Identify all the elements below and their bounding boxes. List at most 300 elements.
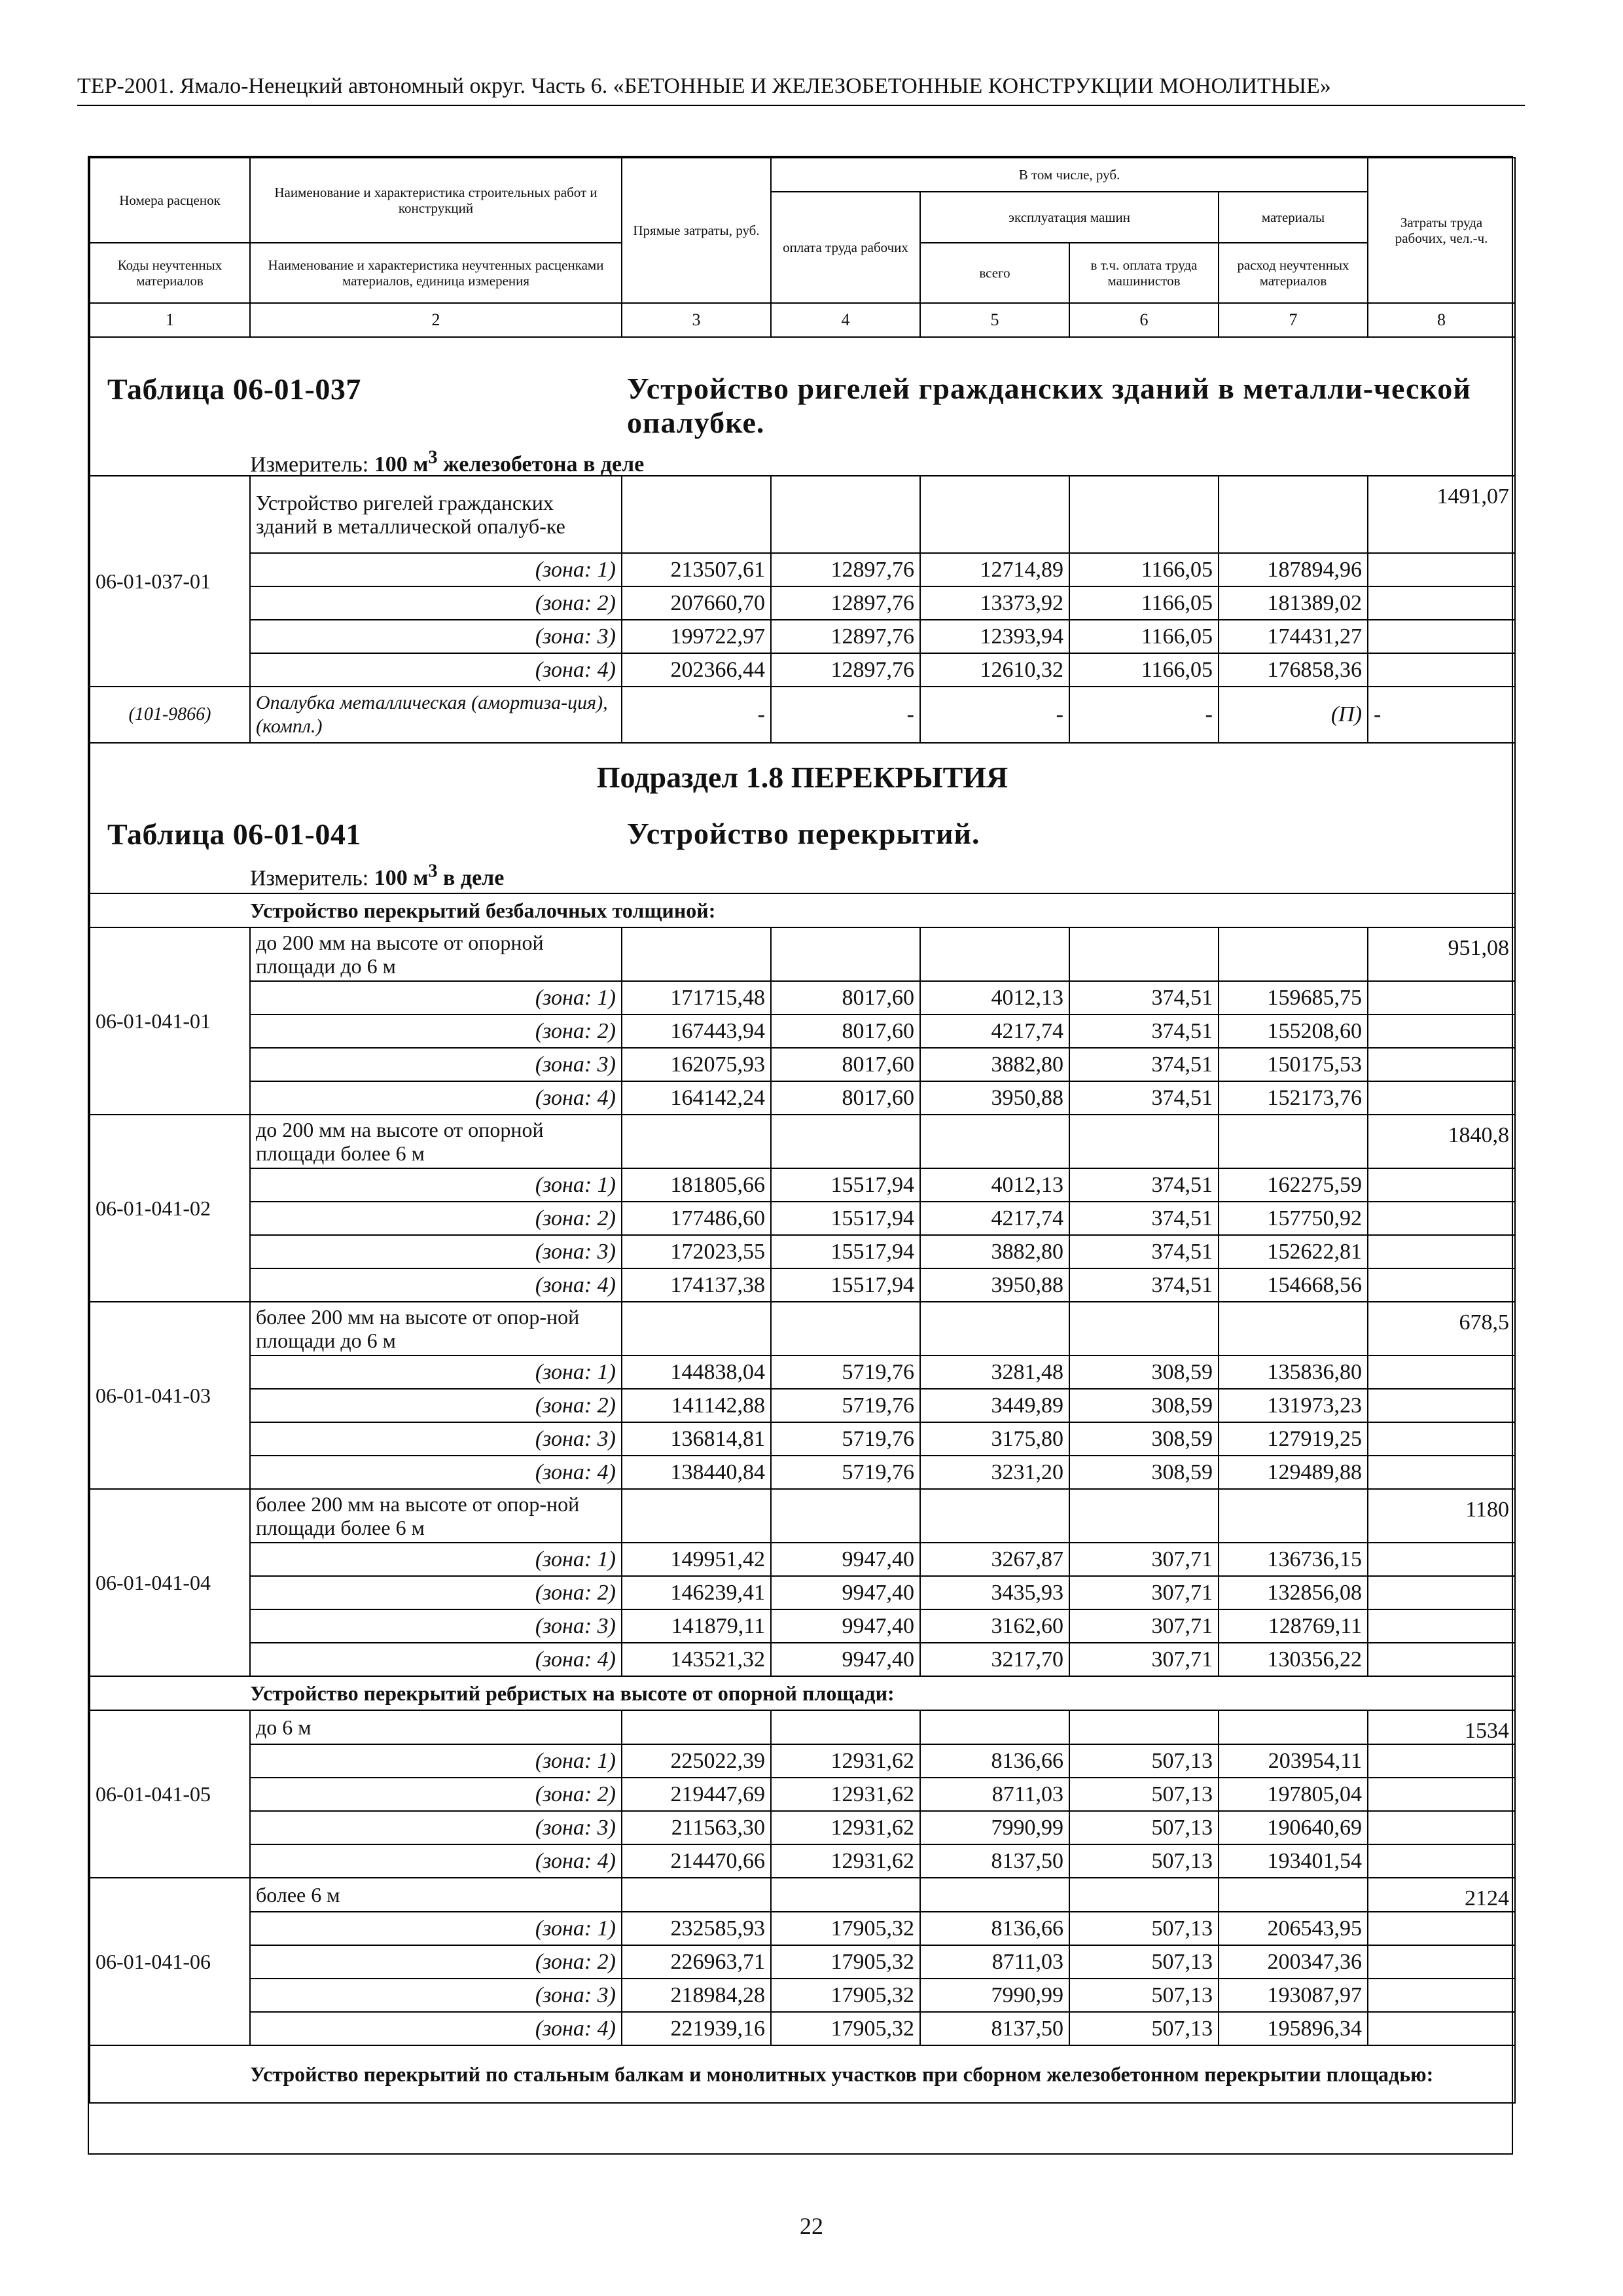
labor-pay: 17905,32 bbox=[771, 1979, 920, 2012]
empty-cell bbox=[622, 1489, 771, 1543]
material-cost: 162275,59 bbox=[1219, 1168, 1368, 1202]
machinist-pay: 507,13 bbox=[1069, 1912, 1219, 1945]
table-041-description: Устройство перекрытий. bbox=[627, 817, 980, 850]
empty-cell bbox=[920, 476, 1069, 553]
direct-cost: 174137,38 bbox=[622, 1268, 771, 1302]
labor-pay: 8017,60 bbox=[771, 1048, 920, 1081]
labor-pay: 12897,76 bbox=[771, 586, 920, 620]
machine-cost: 8137,50 bbox=[920, 1844, 1069, 1878]
zone-row bbox=[90, 620, 1515, 653]
zone-row bbox=[90, 553, 1515, 586]
labor-pay: 17905,32 bbox=[771, 1945, 920, 1979]
direct-cost: 202366,44 bbox=[622, 653, 771, 687]
direct-cost: 143521,32 bbox=[622, 1643, 771, 1676]
machinist-pay: 374,51 bbox=[1069, 1048, 1219, 1081]
labor-pay: 15517,94 bbox=[771, 1202, 920, 1235]
machine-cost: 4012,13 bbox=[920, 981, 1069, 1014]
machinist-pay: 507,13 bbox=[1069, 1979, 1219, 2012]
direct-cost: 172023,55 bbox=[622, 1235, 771, 1268]
machine-cost: 8136,66 bbox=[920, 1744, 1069, 1778]
labor-value: 2124 bbox=[1368, 1878, 1515, 1912]
zone-label: (зона: 3) bbox=[250, 1235, 622, 1268]
col-num: 2 bbox=[250, 303, 622, 337]
col-num: 6 bbox=[1069, 303, 1219, 337]
machine-cost: 12393,94 bbox=[920, 620, 1069, 653]
col-head-machines: эксплуатация машин bbox=[920, 192, 1219, 243]
empty-cell bbox=[1219, 1489, 1368, 1543]
rate-name: более 6 м bbox=[250, 1878, 622, 1912]
zone-row bbox=[90, 1168, 1515, 1202]
empty-cell bbox=[1219, 1115, 1368, 1168]
material-cost: 150175,53 bbox=[1219, 1048, 1368, 1081]
empty-cell bbox=[1219, 1710, 1368, 1744]
machine-cost: 3950,88 bbox=[920, 1081, 1069, 1115]
direct-cost: 164142,24 bbox=[622, 1081, 771, 1115]
machine-cost: 8137,50 bbox=[920, 2012, 1069, 2045]
empty-cell bbox=[1219, 1302, 1368, 1355]
material-cost: 197805,04 bbox=[1219, 1778, 1368, 1811]
empty-cell bbox=[771, 1115, 920, 1168]
machine-cost: 7990,99 bbox=[920, 1811, 1069, 1844]
empty-cell bbox=[1368, 1014, 1515, 1048]
direct-cost: 146239,41 bbox=[622, 1576, 771, 1609]
zone-row bbox=[90, 653, 1515, 687]
rate-name: до 200 мм на высоте от опорной площади до 6 м bbox=[250, 927, 622, 981]
rate-row bbox=[90, 1489, 1515, 1543]
zone-label: (зона: 4) bbox=[250, 1643, 622, 1676]
zone-label: (зона: 2) bbox=[250, 1014, 622, 1048]
direct-cost: 207660,70 bbox=[622, 586, 771, 620]
machinist-pay: 507,13 bbox=[1069, 1744, 1219, 1778]
zone-label: (зона: 4) bbox=[250, 1081, 622, 1115]
labor-pay: 12931,62 bbox=[771, 1744, 920, 1778]
machine-cost: 3267,87 bbox=[920, 1543, 1069, 1576]
machinist-pay: 1166,05 bbox=[1069, 586, 1219, 620]
zone-row bbox=[90, 1422, 1515, 1456]
zone-row bbox=[90, 1081, 1515, 1115]
empty-cell bbox=[771, 1710, 920, 1744]
machinist-pay: 374,51 bbox=[1069, 1202, 1219, 1235]
machinist-pay: 374,51 bbox=[1069, 1081, 1219, 1115]
direct-cost: 141142,88 bbox=[622, 1389, 771, 1422]
empty-cell bbox=[1368, 1744, 1515, 1778]
empty-cell bbox=[1368, 1355, 1515, 1389]
material-labor: - bbox=[1368, 687, 1515, 743]
material-cost: 193401,54 bbox=[1219, 1844, 1368, 1878]
material-row bbox=[90, 687, 1515, 743]
empty-cell bbox=[1368, 1235, 1515, 1268]
empty-cell bbox=[920, 1878, 1069, 1912]
empty-cell bbox=[622, 1878, 771, 1912]
empty-cell bbox=[920, 1489, 1069, 1543]
zone-label: (зона: 2) bbox=[250, 1576, 622, 1609]
machine-cost: 3281,48 bbox=[920, 1355, 1069, 1389]
zone-label: (зона: 4) bbox=[250, 1268, 622, 1302]
rate-code: 06-01-041-06 bbox=[90, 1878, 250, 2045]
machine-cost: 4012,13 bbox=[920, 1168, 1069, 1202]
direct-cost: 219447,69 bbox=[622, 1778, 771, 1811]
zone-label: (зона: 2) bbox=[250, 1202, 622, 1235]
labor-pay: 12897,76 bbox=[771, 620, 920, 653]
zone-label: (зона: 3) bbox=[250, 1422, 622, 1456]
machine-cost: 3162,60 bbox=[920, 1609, 1069, 1643]
machinist-pay: 308,59 bbox=[1069, 1456, 1219, 1489]
empty-cell bbox=[1368, 1643, 1515, 1676]
direct-cost: 232585,93 bbox=[622, 1912, 771, 1945]
empty-cell bbox=[622, 1710, 771, 1744]
direct-cost: 226963,71 bbox=[622, 1945, 771, 1979]
material-cost: 176858,36 bbox=[1219, 653, 1368, 687]
material-cost: 154668,56 bbox=[1219, 1268, 1368, 1302]
empty-cell bbox=[1368, 653, 1515, 687]
machine-cost: 8711,03 bbox=[920, 1778, 1069, 1811]
col-head-materials: материалы bbox=[1219, 192, 1368, 243]
group-heading-row bbox=[90, 893, 1515, 927]
direct-cost: 177486,60 bbox=[622, 1202, 771, 1235]
table-037-description: Устройство ригелей гражданских зданий в металли-ческой опалубке. bbox=[627, 372, 1471, 439]
machinist-pay: 507,13 bbox=[1069, 1811, 1219, 1844]
direct-cost: 181805,66 bbox=[622, 1168, 771, 1202]
zone-row bbox=[90, 1268, 1515, 1302]
col-head-name-top: Наименование и характеристика строительных работ и конструкций bbox=[250, 158, 622, 243]
direct-cost: 213507,61 bbox=[622, 553, 771, 586]
machinist-pay: 1166,05 bbox=[1069, 553, 1219, 586]
machinist-pay: 507,13 bbox=[1069, 1778, 1219, 1811]
group-heading-row bbox=[90, 2045, 1515, 2103]
material-direct: - bbox=[622, 687, 771, 743]
empty-cell bbox=[1219, 1878, 1368, 1912]
col-head-labor: Затраты труда рабочих, чел.-ч. bbox=[1368, 158, 1515, 303]
material-flag: (П) bbox=[1219, 687, 1368, 743]
material-name: Опалубка металлическая (амортиза-ция), (компл.) bbox=[250, 687, 622, 743]
empty-cell bbox=[1069, 476, 1219, 553]
empty-cell bbox=[1069, 927, 1219, 981]
direct-cost: 162075,93 bbox=[622, 1048, 771, 1081]
zone-row bbox=[90, 1355, 1515, 1389]
machinist-pay: 307,71 bbox=[1069, 1609, 1219, 1643]
empty-cell bbox=[920, 1302, 1069, 1355]
material-cost: 200347,36 bbox=[1219, 1945, 1368, 1979]
machinist-pay: 307,71 bbox=[1069, 1543, 1219, 1576]
zone-row bbox=[90, 1235, 1515, 1268]
machinist-pay: 308,59 bbox=[1069, 1422, 1219, 1456]
labor-value: 678,5 bbox=[1368, 1302, 1515, 1355]
labor-pay: 8017,60 bbox=[771, 981, 920, 1014]
col-num: 7 bbox=[1219, 303, 1368, 337]
rate-name: до 200 мм на высоте от опорной площади более 6 м bbox=[250, 1115, 622, 1168]
labor-pay: 17905,32 bbox=[771, 1912, 920, 1945]
machinist-pay: 1166,05 bbox=[1069, 653, 1219, 687]
labor-pay: 5719,76 bbox=[771, 1355, 920, 1389]
empty-cell bbox=[1069, 1489, 1219, 1543]
empty-cell bbox=[920, 1115, 1069, 1168]
group-heading: Устройство перекрытий безбалочных толщиной: bbox=[90, 893, 1515, 927]
labor-pay: 12931,62 bbox=[771, 1778, 920, 1811]
rate-row bbox=[90, 1878, 1515, 1912]
col-head-mach-total: всего bbox=[920, 243, 1069, 303]
machinist-pay: 307,71 bbox=[1069, 1643, 1219, 1676]
material-cost: 131973,23 bbox=[1219, 1389, 1368, 1422]
direct-cost: 225022,39 bbox=[622, 1744, 771, 1778]
material-cost: 206543,95 bbox=[1219, 1912, 1368, 1945]
empty-cell bbox=[1069, 1115, 1219, 1168]
material-cost: 190640,69 bbox=[1219, 1811, 1368, 1844]
empty-cell bbox=[771, 1878, 920, 1912]
material-cost: 181389,02 bbox=[1219, 586, 1368, 620]
zone-row bbox=[90, 1778, 1515, 1811]
zone-row bbox=[90, 1811, 1515, 1844]
labor-value: 1491,07 bbox=[1368, 476, 1515, 553]
direct-cost: 149951,42 bbox=[622, 1543, 771, 1576]
col-num: 1 bbox=[90, 303, 250, 337]
empty-cell bbox=[1368, 1609, 1515, 1643]
col-head-pay: оплата труда рабочих bbox=[771, 192, 920, 303]
zone-label: (зона: 1) bbox=[250, 1543, 622, 1576]
machine-cost: 3882,80 bbox=[920, 1235, 1069, 1268]
col-head-mach-pay: в т.ч. оплата труда машинистов bbox=[1069, 243, 1219, 303]
labor-value: 1180 bbox=[1368, 1489, 1515, 1543]
material-cost: 187894,96 bbox=[1219, 553, 1368, 586]
direct-cost: 214470,66 bbox=[622, 1844, 771, 1878]
empty-cell bbox=[1368, 1543, 1515, 1576]
col-head-incl: В том числе, руб. bbox=[771, 158, 1368, 192]
empty-cell bbox=[1368, 1844, 1515, 1878]
zone-row bbox=[90, 1048, 1515, 1081]
direct-cost: 171715,48 bbox=[622, 981, 771, 1014]
material-cost: 136736,15 bbox=[1219, 1543, 1368, 1576]
labor-pay: 9947,40 bbox=[771, 1543, 920, 1576]
table-037-unit: Измеритель: 100 $м^3$ железобетона в деле bbox=[250, 448, 645, 477]
zone-label: (зона: 2) bbox=[250, 1945, 622, 1979]
labor-pay: 5719,76 bbox=[771, 1389, 920, 1422]
col-head-mat-use: расход неучтенных материалов bbox=[1219, 243, 1368, 303]
empty-cell bbox=[622, 927, 771, 981]
labor-pay: 8017,60 bbox=[771, 1014, 920, 1048]
material-mach: - bbox=[920, 687, 1069, 743]
zone-row bbox=[90, 1389, 1515, 1422]
empty-cell bbox=[1069, 1710, 1219, 1744]
direct-cost: 199722,97 bbox=[622, 620, 771, 653]
zone-label: (зона: 1) bbox=[250, 553, 622, 586]
rate-row bbox=[90, 1710, 1515, 1744]
material-code: (101-9866) bbox=[90, 687, 250, 743]
empty-cell bbox=[1368, 1048, 1515, 1081]
subsection-title: Подраздел 1.8 ПЕРЕКРЫТИЯ bbox=[596, 761, 1008, 794]
zone-label: (зона: 1) bbox=[250, 981, 622, 1014]
zone-label: (зона: 2) bbox=[250, 1389, 622, 1422]
machine-cost: 3231,20 bbox=[920, 1456, 1069, 1489]
empty-cell bbox=[771, 1489, 920, 1543]
labor-pay: 12931,62 bbox=[771, 1844, 920, 1878]
estimate-table-frame bbox=[88, 156, 1513, 2155]
direct-cost: 211563,30 bbox=[622, 1811, 771, 1844]
empty-cell bbox=[622, 476, 771, 553]
col-head-codes-bottom: Коды неучтенных материалов bbox=[90, 243, 250, 303]
zone-row bbox=[90, 1744, 1515, 1778]
empty-cell bbox=[1368, 1945, 1515, 1979]
zone-row bbox=[90, 1609, 1515, 1643]
machine-cost: 12714,89 bbox=[920, 553, 1069, 586]
rate-code: 06-01-041-05 bbox=[90, 1710, 250, 1878]
machine-cost: 3449,89 bbox=[920, 1389, 1069, 1422]
empty-cell bbox=[1368, 1912, 1515, 1945]
material-machpay: - bbox=[1069, 687, 1219, 743]
zone-label: (зона: 2) bbox=[250, 1778, 622, 1811]
labor-value: 951,08 bbox=[1368, 927, 1515, 981]
empty-cell bbox=[920, 927, 1069, 981]
zone-row bbox=[90, 586, 1515, 620]
rate-name: более 200 мм на высоте от опор-ной площади до 6 м bbox=[250, 1302, 622, 1355]
empty-cell bbox=[1368, 1168, 1515, 1202]
material-cost: 132856,08 bbox=[1219, 1576, 1368, 1609]
group-heading-row bbox=[90, 1676, 1515, 1710]
labor-pay: 5719,76 bbox=[771, 1422, 920, 1456]
empty-cell bbox=[622, 1115, 771, 1168]
rate-code: 06-01-041-01 bbox=[90, 927, 250, 1115]
material-cost: 128769,11 bbox=[1219, 1609, 1368, 1643]
direct-cost: 221939,16 bbox=[622, 2012, 771, 2045]
empty-cell bbox=[1368, 1268, 1515, 1302]
table-041-label: Таблица 06-01-041 bbox=[107, 817, 361, 851]
empty-cell bbox=[1069, 1878, 1219, 1912]
machine-cost: 4217,74 bbox=[920, 1014, 1069, 1048]
material-cost: 152173,76 bbox=[1219, 1081, 1368, 1115]
zone-label: (зона: 4) bbox=[250, 2012, 622, 2045]
zone-row bbox=[90, 1912, 1515, 1945]
zone-row bbox=[90, 1945, 1515, 1979]
rate-code: 06-01-041-03 bbox=[90, 1302, 250, 1489]
rate-name: до 6 м bbox=[250, 1710, 622, 1744]
labor-pay: 8017,60 bbox=[771, 1081, 920, 1115]
machinist-pay: 308,59 bbox=[1069, 1389, 1219, 1422]
zone-label: (зона: 4) bbox=[250, 653, 622, 687]
material-cost: 159685,75 bbox=[1219, 981, 1368, 1014]
machine-cost: 12610,32 bbox=[920, 653, 1069, 687]
labor-value: 1840,8 bbox=[1368, 1115, 1515, 1168]
col-num: 8 bbox=[1368, 303, 1515, 337]
material-pay: - bbox=[771, 687, 920, 743]
zone-label: (зона: 1) bbox=[250, 1744, 622, 1778]
empty-cell bbox=[1219, 476, 1368, 553]
labor-pay: 12931,62 bbox=[771, 1811, 920, 1844]
machine-cost: 3435,93 bbox=[920, 1576, 1069, 1609]
material-cost: 195896,34 bbox=[1219, 2012, 1368, 2045]
rate-row bbox=[90, 476, 1515, 553]
machinist-pay: 374,51 bbox=[1069, 981, 1219, 1014]
machinist-pay: 374,51 bbox=[1069, 1235, 1219, 1268]
zone-row bbox=[90, 1543, 1515, 1576]
group-heading: Устройство перекрытий ребристых на высоте от опорной площади: bbox=[90, 1676, 1515, 1710]
zone-label: (зона: 3) bbox=[250, 620, 622, 653]
machinist-pay: 374,51 bbox=[1069, 1168, 1219, 1202]
table-037-label: Таблица 06-01-037 bbox=[107, 372, 361, 406]
machine-cost: 13373,92 bbox=[920, 586, 1069, 620]
zone-label: (зона: 3) bbox=[250, 1979, 622, 2012]
labor-pay: 15517,94 bbox=[771, 1268, 920, 1302]
col-num: 3 bbox=[622, 303, 771, 337]
machinist-pay: 507,13 bbox=[1069, 1844, 1219, 1878]
labor-pay: 15517,94 bbox=[771, 1168, 920, 1202]
empty-cell bbox=[1368, 2012, 1515, 2045]
labor-pay: 12897,76 bbox=[771, 653, 920, 687]
zone-label: (зона: 2) bbox=[250, 586, 622, 620]
machine-cost: 8136,66 bbox=[920, 1912, 1069, 1945]
zone-label: (зона: 1) bbox=[250, 1168, 622, 1202]
group-heading: Устройство перекрытий по стальным балкам и монолитных участков при сборном железобетонном перекрытии площадью: bbox=[90, 2045, 1515, 2103]
empty-cell bbox=[1368, 586, 1515, 620]
machine-cost: 3217,70 bbox=[920, 1643, 1069, 1676]
material-cost: 157750,92 bbox=[1219, 1202, 1368, 1235]
machine-cost: 3882,80 bbox=[920, 1048, 1069, 1081]
direct-cost: 136814,81 bbox=[622, 1422, 771, 1456]
zone-row bbox=[90, 1576, 1515, 1609]
empty-cell bbox=[771, 476, 920, 553]
material-cost: 152622,81 bbox=[1219, 1235, 1368, 1268]
empty-cell bbox=[1368, 1422, 1515, 1456]
labor-pay: 12897,76 bbox=[771, 553, 920, 586]
empty-cell bbox=[1219, 927, 1368, 981]
rate-row bbox=[90, 1302, 1515, 1355]
material-cost: 130356,22 bbox=[1219, 1643, 1368, 1676]
direct-cost: 218984,28 bbox=[622, 1979, 771, 2012]
machinist-pay: 374,51 bbox=[1069, 1014, 1219, 1048]
page-number: 22 bbox=[800, 2213, 823, 2239]
zone-label: (зона: 1) bbox=[250, 1355, 622, 1389]
zone-label: (зона: 3) bbox=[250, 1048, 622, 1081]
material-cost: 203954,11 bbox=[1219, 1744, 1368, 1778]
machinist-pay: 307,71 bbox=[1069, 1576, 1219, 1609]
col-num: 4 bbox=[771, 303, 920, 337]
empty-cell bbox=[1368, 1456, 1515, 1489]
material-cost: 127919,25 bbox=[1219, 1422, 1368, 1456]
labor-pay: 9947,40 bbox=[771, 1576, 920, 1609]
col-head-direct: Прямые затраты, руб. bbox=[622, 158, 771, 303]
rate-name: Устройство ригелей гражданских зданий в металлической опалуб-ке bbox=[250, 476, 622, 553]
empty-cell bbox=[1368, 1811, 1515, 1844]
zone-row bbox=[90, 1456, 1515, 1489]
zone-label: (зона: 1) bbox=[250, 1912, 622, 1945]
empty-cell bbox=[771, 927, 920, 981]
material-cost: 129489,88 bbox=[1219, 1456, 1368, 1489]
empty-cell bbox=[1368, 1081, 1515, 1115]
zone-row bbox=[90, 1979, 1515, 2012]
zone-label: (зона: 4) bbox=[250, 1844, 622, 1878]
rate-code: 06-01-041-02 bbox=[90, 1115, 250, 1302]
material-cost: 135836,80 bbox=[1219, 1355, 1368, 1389]
rate-code: 06-01-037-01 bbox=[90, 476, 250, 687]
zone-row bbox=[90, 1202, 1515, 1235]
table-037-title-block bbox=[90, 338, 1514, 475]
zone-label: (зона: 4) bbox=[250, 1456, 622, 1489]
rate-code: 06-01-041-04 bbox=[90, 1489, 250, 1676]
labor-pay: 9947,40 bbox=[771, 1609, 920, 1643]
direct-cost: 141879,11 bbox=[622, 1609, 771, 1643]
col-head-codes-top: Номера расценок bbox=[90, 158, 250, 243]
zone-row bbox=[90, 1643, 1515, 1676]
machinist-pay: 507,13 bbox=[1069, 2012, 1219, 2045]
empty-cell bbox=[1368, 553, 1515, 586]
machinist-pay: 374,51 bbox=[1069, 1268, 1219, 1302]
empty-cell bbox=[1069, 1302, 1219, 1355]
empty-cell bbox=[622, 1302, 771, 1355]
machine-cost: 3175,80 bbox=[920, 1422, 1069, 1456]
empty-cell bbox=[920, 1710, 1069, 1744]
zone-row bbox=[90, 981, 1515, 1014]
direct-cost: 138440,84 bbox=[622, 1456, 771, 1489]
labor-value: 1534 bbox=[1368, 1710, 1515, 1744]
col-head-name-bottom: Наименование и характеристика неучтенных расценками материалов, единица измерения bbox=[250, 243, 622, 303]
zone-label: (зона: 3) bbox=[250, 1811, 622, 1844]
